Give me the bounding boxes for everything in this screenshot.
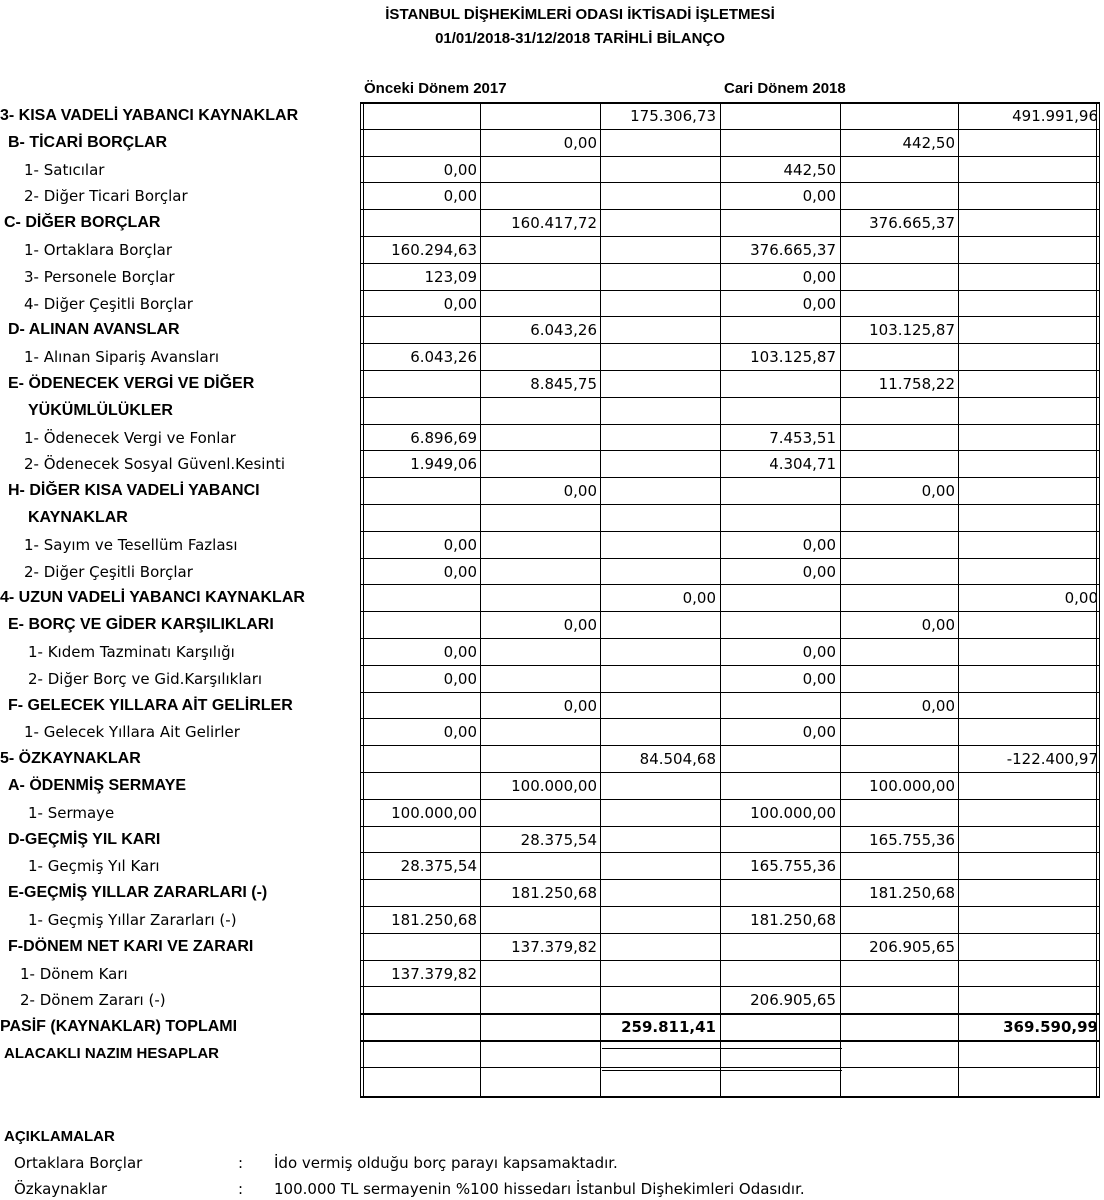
row-label: F-DÖNEM NET KARI VE ZARARI xyxy=(8,937,254,955)
row-label: F- GELECEK YILLARA AİT GELİRLER xyxy=(8,696,293,714)
table-row xyxy=(0,880,1104,907)
table-row xyxy=(0,934,1104,961)
cur-period-header: Cari Dönem 2018 xyxy=(724,80,846,97)
row-label: PASİF (KAYNAKLAR) TOPLAMI xyxy=(0,1018,238,1036)
table-row xyxy=(0,907,1104,934)
table-row xyxy=(0,693,1104,720)
table-row xyxy=(0,532,1104,559)
row-label: A- ÖDENMİŞ SERMAYE xyxy=(8,777,187,794)
table-row xyxy=(0,237,1104,264)
cell-p1: 0,00 xyxy=(443,562,477,581)
cell-c2: 165.755,36 xyxy=(869,830,955,849)
cell-p3: 175.306,73 xyxy=(630,107,716,125)
row-label: 2- Dönem Zararı (-) xyxy=(20,991,166,1010)
table-row xyxy=(0,639,1104,666)
table-row xyxy=(0,451,1104,478)
note-text: İdo vermiş olduğu borç parayı kapsamaktadır. xyxy=(274,1154,618,1172)
cell-c1: 0,00 xyxy=(802,643,836,661)
table-row xyxy=(0,157,1104,184)
cell-c1: 376.665,37 xyxy=(750,241,836,259)
cell-p1: 123,09 xyxy=(424,267,477,286)
cell-c2: 100.000,00 xyxy=(869,777,955,795)
row-label: 4- Diğer Çeşitli Borçlar xyxy=(24,294,193,313)
table-row xyxy=(0,773,1104,800)
cell-p2: 0,00 xyxy=(563,482,597,501)
row-label: E-GEÇMİŞ YILLAR ZARARLARI (-) xyxy=(8,884,268,902)
cell-p1: 137.379,82 xyxy=(391,964,477,983)
cell-p2: 8.845,75 xyxy=(530,375,597,393)
row-label: ALACAKLI NAZIM HESAPLAR xyxy=(4,1045,219,1062)
table-row xyxy=(0,371,1104,398)
row-label: D-GEÇMİŞ YIL KARI xyxy=(8,830,161,848)
cell-p1: 0,00 xyxy=(443,187,477,206)
cell-c3: 369.590,99 xyxy=(1003,1018,1098,1037)
row-label: 1- Dönem Karı xyxy=(20,964,128,983)
cell-p2: 6.043,26 xyxy=(530,321,597,340)
table-row xyxy=(0,478,1104,505)
table-row xyxy=(0,1041,1104,1068)
cell-c2: 0,00 xyxy=(921,482,955,501)
table-row xyxy=(0,505,1104,532)
cell-p1: 0,00 xyxy=(443,669,477,688)
cell-c1: 442,50 xyxy=(783,160,836,179)
cell-c1: 206.905,65 xyxy=(750,991,836,1010)
table-row xyxy=(0,746,1104,773)
cell-p2: 181.250,68 xyxy=(511,884,597,903)
cell-c2: 442,50 xyxy=(902,133,955,152)
table-row xyxy=(0,398,1104,425)
row-label: 2- Diğer Borç ve Gid.Karşılıkları xyxy=(28,669,263,688)
row-label: 1- Sayım ve Tesellüm Fazlası xyxy=(24,535,238,554)
note-key: Özkaynaklar xyxy=(14,1180,108,1198)
row-label: 2- Diğer Ticari Borçlar xyxy=(24,187,188,206)
report-title: İSTANBUL DİŞHEKİMLERİ ODASI İKTİSADİ İŞLETMESİ xyxy=(385,6,775,23)
row-label: 1- Gelecek Yıllara Ait Gelirler xyxy=(24,723,240,742)
cell-p3: 84.504,68 xyxy=(639,750,716,769)
cell-p2: 137.379,82 xyxy=(511,937,597,956)
row-label: 2- Diğer Çeşitli Borçlar xyxy=(24,562,193,581)
table-row xyxy=(0,800,1104,827)
row-label: 1- Ortaklara Borçlar xyxy=(24,241,173,259)
cell-p1: 181.250,68 xyxy=(391,911,477,929)
cell-c2: 0,00 xyxy=(921,696,955,715)
cell-c1: 7.453,51 xyxy=(769,428,836,447)
row-label: 3- Personele Borçlar xyxy=(24,267,175,286)
row-label: 1- Alınan Sipariş Avansları xyxy=(24,348,220,367)
table-row xyxy=(0,317,1104,344)
cell-p1: 0,00 xyxy=(443,643,477,661)
cell-p1: 1.949,06 xyxy=(410,455,477,474)
note-text: 100.000 TL sermayenin %100 hissedarı İstanbul Dişhekimleri Odasıdır. xyxy=(274,1180,805,1198)
cell-p1: 0,00 xyxy=(443,535,477,554)
table-row xyxy=(0,961,1104,988)
table-row xyxy=(0,719,1104,746)
table-row xyxy=(0,559,1104,586)
cell-c1: 0,00 xyxy=(802,669,836,688)
row-label: 1- Geçmiş Yıl Karı xyxy=(28,857,160,876)
cell-c1: 0,00 xyxy=(802,187,836,206)
cell-p2: 100.000,00 xyxy=(511,777,597,795)
row-label: 4- UZUN VADELİ YABANCI KAYNAKLAR xyxy=(0,589,305,607)
cell-p1: 100.000,00 xyxy=(391,803,477,822)
row-label: KAYNAKLAR xyxy=(28,509,128,526)
table-row xyxy=(0,130,1104,157)
cell-p1: 0,00 xyxy=(443,723,477,742)
table-row xyxy=(0,264,1104,291)
cell-p1: 160.294,63 xyxy=(391,241,477,259)
table-row xyxy=(0,827,1104,854)
cell-c1: 0,00 xyxy=(802,294,836,313)
cell-p2: 28.375,54 xyxy=(520,830,597,849)
table-row xyxy=(0,853,1104,880)
report-subtitle: 01/01/2018-31/12/2018 TARİHLİ BİLANÇO xyxy=(435,30,725,47)
cell-c1: 0,00 xyxy=(802,723,836,742)
row-label: 1- Satıcılar xyxy=(24,160,105,179)
cell-c2: 103.125,87 xyxy=(869,321,955,340)
note-item xyxy=(14,1154,618,1172)
cell-p1: 28.375,54 xyxy=(400,857,477,876)
row-label: 1- Ödenecek Vergi ve Fonlar xyxy=(24,428,236,447)
cell-c2: 0,00 xyxy=(921,616,955,635)
cell-p1: 6.043,26 xyxy=(410,348,477,367)
note-item xyxy=(14,1180,805,1198)
cell-c1: 181.250,68 xyxy=(750,911,836,929)
cell-p1: 0,00 xyxy=(443,160,477,179)
cell-c3: -122.400,97 xyxy=(1006,750,1098,769)
table-row xyxy=(0,103,1104,130)
table-row xyxy=(0,585,1104,612)
cell-p3: 0,00 xyxy=(682,589,716,608)
cell-p2: 0,00 xyxy=(563,696,597,715)
cell-c1: 165.755,36 xyxy=(750,857,836,876)
cell-p2: 0,00 xyxy=(563,133,597,152)
row-label: H- DİĞER KISA VADELİ YABANCI xyxy=(8,482,260,500)
cell-c2: 181.250,68 xyxy=(869,884,955,903)
cell-p1: 6.896,69 xyxy=(410,428,477,447)
table-row xyxy=(0,291,1104,318)
row-label: C- DİĞER BORÇLAR xyxy=(4,214,161,232)
cell-p2: 160.417,72 xyxy=(511,214,597,233)
table-row xyxy=(0,344,1104,371)
cell-p2: 0,00 xyxy=(563,616,597,635)
cell-c2: 376.665,37 xyxy=(869,214,955,233)
row-label: E- ÖDENECEK VERGİ VE DİĞER xyxy=(8,375,255,392)
row-label: 2- Ödenecek Sosyal Güvenl.Kesinti xyxy=(24,455,285,474)
cell-c3: 0,00 xyxy=(1064,589,1098,608)
note-sep: : xyxy=(238,1154,244,1172)
table-row xyxy=(0,612,1104,639)
cell-c1: 100.000,00 xyxy=(750,803,836,822)
row-label: 5- ÖZKAYNAKLAR xyxy=(0,750,141,768)
table-row xyxy=(0,666,1104,693)
table-row xyxy=(0,425,1104,452)
row-label: 1- Kıdem Tazminatı Karşılığı xyxy=(28,643,235,661)
cell-c2: 11.758,22 xyxy=(878,375,955,393)
cell-c1: 4.304,71 xyxy=(769,455,836,474)
cell-c3: 491.991,96 xyxy=(1012,107,1098,125)
row-label: YÜKÜMLÜLÜKLER xyxy=(28,401,173,419)
row-label: D- ALINAN AVANSLAR xyxy=(8,321,180,339)
notes-title: AÇIKLAMALAR xyxy=(4,1128,115,1145)
grid-hline xyxy=(360,1096,1100,1098)
cell-p1: 0,00 xyxy=(443,294,477,313)
prev-period-header: Önceki Dönem 2017 xyxy=(364,80,507,97)
row-label: 1- Sermaye xyxy=(28,803,115,822)
table-row xyxy=(0,1014,1104,1041)
row-label: 1- Geçmiş Yıllar Zararları (-) xyxy=(28,911,237,929)
row-label: B- TİCARİ BORÇLAR xyxy=(8,133,168,151)
cell-c1: 0,00 xyxy=(802,562,836,581)
row-label: E- BORÇ VE GİDER KARŞILIKLARI xyxy=(8,616,274,634)
table-row xyxy=(0,210,1104,237)
cell-c1: 0,00 xyxy=(802,267,836,286)
table-row xyxy=(0,987,1104,1014)
cell-p3: 259.811,41 xyxy=(621,1018,716,1037)
cell-c1: 103.125,87 xyxy=(750,348,836,367)
table-row xyxy=(0,183,1104,210)
cell-c1: 0,00 xyxy=(802,535,836,554)
row-label: 3- KISA VADELİ YABANCI KAYNAKLAR xyxy=(0,107,299,124)
cell-c2: 206.905,65 xyxy=(869,937,955,956)
note-sep: : xyxy=(238,1180,244,1198)
note-key: Ortaklara Borçlar xyxy=(14,1154,143,1172)
grid-hline xyxy=(602,1070,842,1071)
